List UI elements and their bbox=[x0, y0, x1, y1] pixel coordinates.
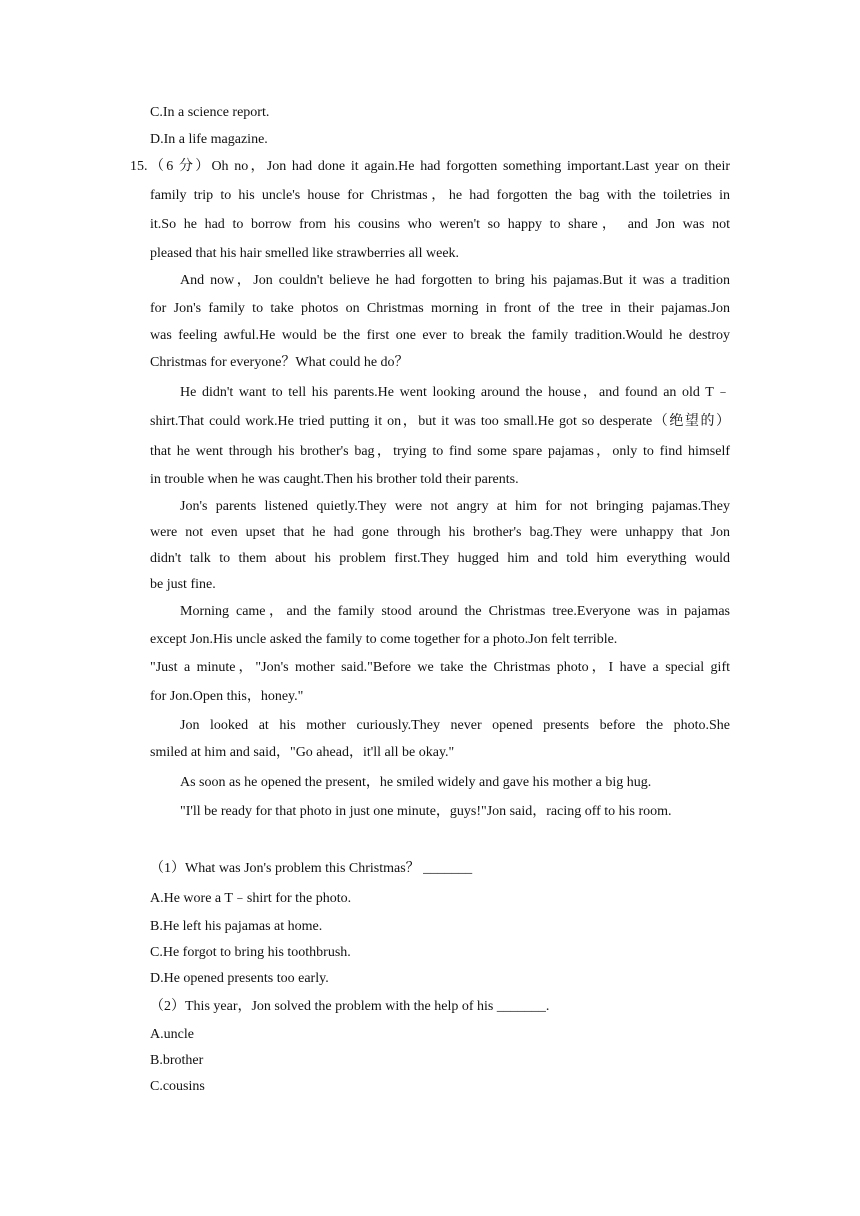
passage-line: that he went through his brother's bag，trying to find some spare pajamas，only to find himself bbox=[150, 444, 730, 459]
passage-line: As soon as he opened the present，he smiled widely and gave his mother a big hug. bbox=[180, 775, 652, 790]
passage-line: pleased that his hair smelled like strawberries all week. bbox=[150, 246, 460, 261]
answer-option: C.cousins bbox=[150, 1079, 205, 1094]
question-points: （6 分） bbox=[150, 159, 212, 174]
passage-line: for Jon's family to take photos on Christmas morning in front of the tree in their pajamas.Jon bbox=[150, 301, 730, 316]
answer-option: C.He forgot to bring his toothbrush. bbox=[150, 945, 351, 960]
sub-question-stem: （2）This year，Jon solved the problem with the help of his _______. bbox=[150, 999, 550, 1014]
option-c-prev: C.In a science report. bbox=[150, 105, 270, 120]
passage-line: except Jon.His uncle asked the family to come together for a photo.Jon felt terrible. bbox=[150, 632, 618, 647]
passage-line: He didn't want to tell his parents.He went looking around the house，and found an old T﹣ bbox=[180, 385, 730, 400]
passage-line: didn't talk to them about his problem first.They hugged him and told him everything would bbox=[150, 551, 730, 566]
passage-line: Christmas for everyone？What could he do？ bbox=[150, 355, 409, 370]
passage-line: "I'll be ready for that photo in just one minute，guys!"Jon said，racing off to his room. bbox=[180, 804, 672, 819]
passage-line: shirt.That could work.He tried putting it on，but it was too small.He got so desperate（绝望的） bbox=[150, 414, 730, 429]
answer-option: B.brother bbox=[150, 1053, 204, 1068]
passage-line: was feeling awful.He would be the first one ever to break the family tradition.Would he destroy bbox=[150, 328, 730, 343]
passage-line: Jon's parents listened quietly.They were not angry at him for not bringing pajamas.They bbox=[180, 499, 730, 514]
passage-line: smiled at him and said，"Go ahead，it'll all be okay." bbox=[150, 745, 455, 760]
passage-text: Oh no，Jon had done it again.He had forgotten something important.Last year on their bbox=[211, 159, 730, 174]
passage-line: were not even upset that he had gone through his brother's bag.They were unhappy that Jon bbox=[150, 525, 730, 540]
passage-line: for Jon.Open this，honey." bbox=[150, 689, 304, 704]
question-number: 15. bbox=[130, 159, 148, 174]
sub-question-stem: （1）What was Jon's problem this Christmas？ _______ bbox=[150, 861, 473, 876]
passage-line bbox=[150, 158, 730, 176]
passage-line: it.So he had to borrow from his cousins who weren't so happy to share， and Jon was not bbox=[150, 217, 730, 232]
passage-line: be just fine. bbox=[150, 577, 216, 592]
passage-line: "Just a minute，"Jon's mother said."Before we take the Christmas photo，I have a special gift bbox=[150, 660, 730, 675]
passage-line: family trip to his uncle's house for Christmas，he had forgotten the bag with the toiletries in bbox=[150, 188, 730, 203]
passage-line: And now，Jon couldn't believe he had forgotten to bring his pajamas.But it was a tradition bbox=[180, 273, 730, 288]
passage-line: in trouble when he was caught.Then his brother told their parents. bbox=[150, 472, 519, 487]
answer-option: A.uncle bbox=[150, 1027, 194, 1042]
answer-option: D.He opened presents too early. bbox=[150, 971, 329, 986]
passage-line: Jon looked at his mother curiously.They never opened presents before the photo.She bbox=[180, 718, 730, 733]
option-d-prev: D.In a life magazine. bbox=[150, 132, 268, 147]
answer-option: B.He left his pajamas at home. bbox=[150, 919, 323, 934]
passage-line: Morning came，and the family stood around the Christmas tree.Everyone was in pajamas bbox=[180, 604, 730, 619]
answer-option: A.He wore a T﹣shirt for the photo. bbox=[150, 891, 352, 906]
